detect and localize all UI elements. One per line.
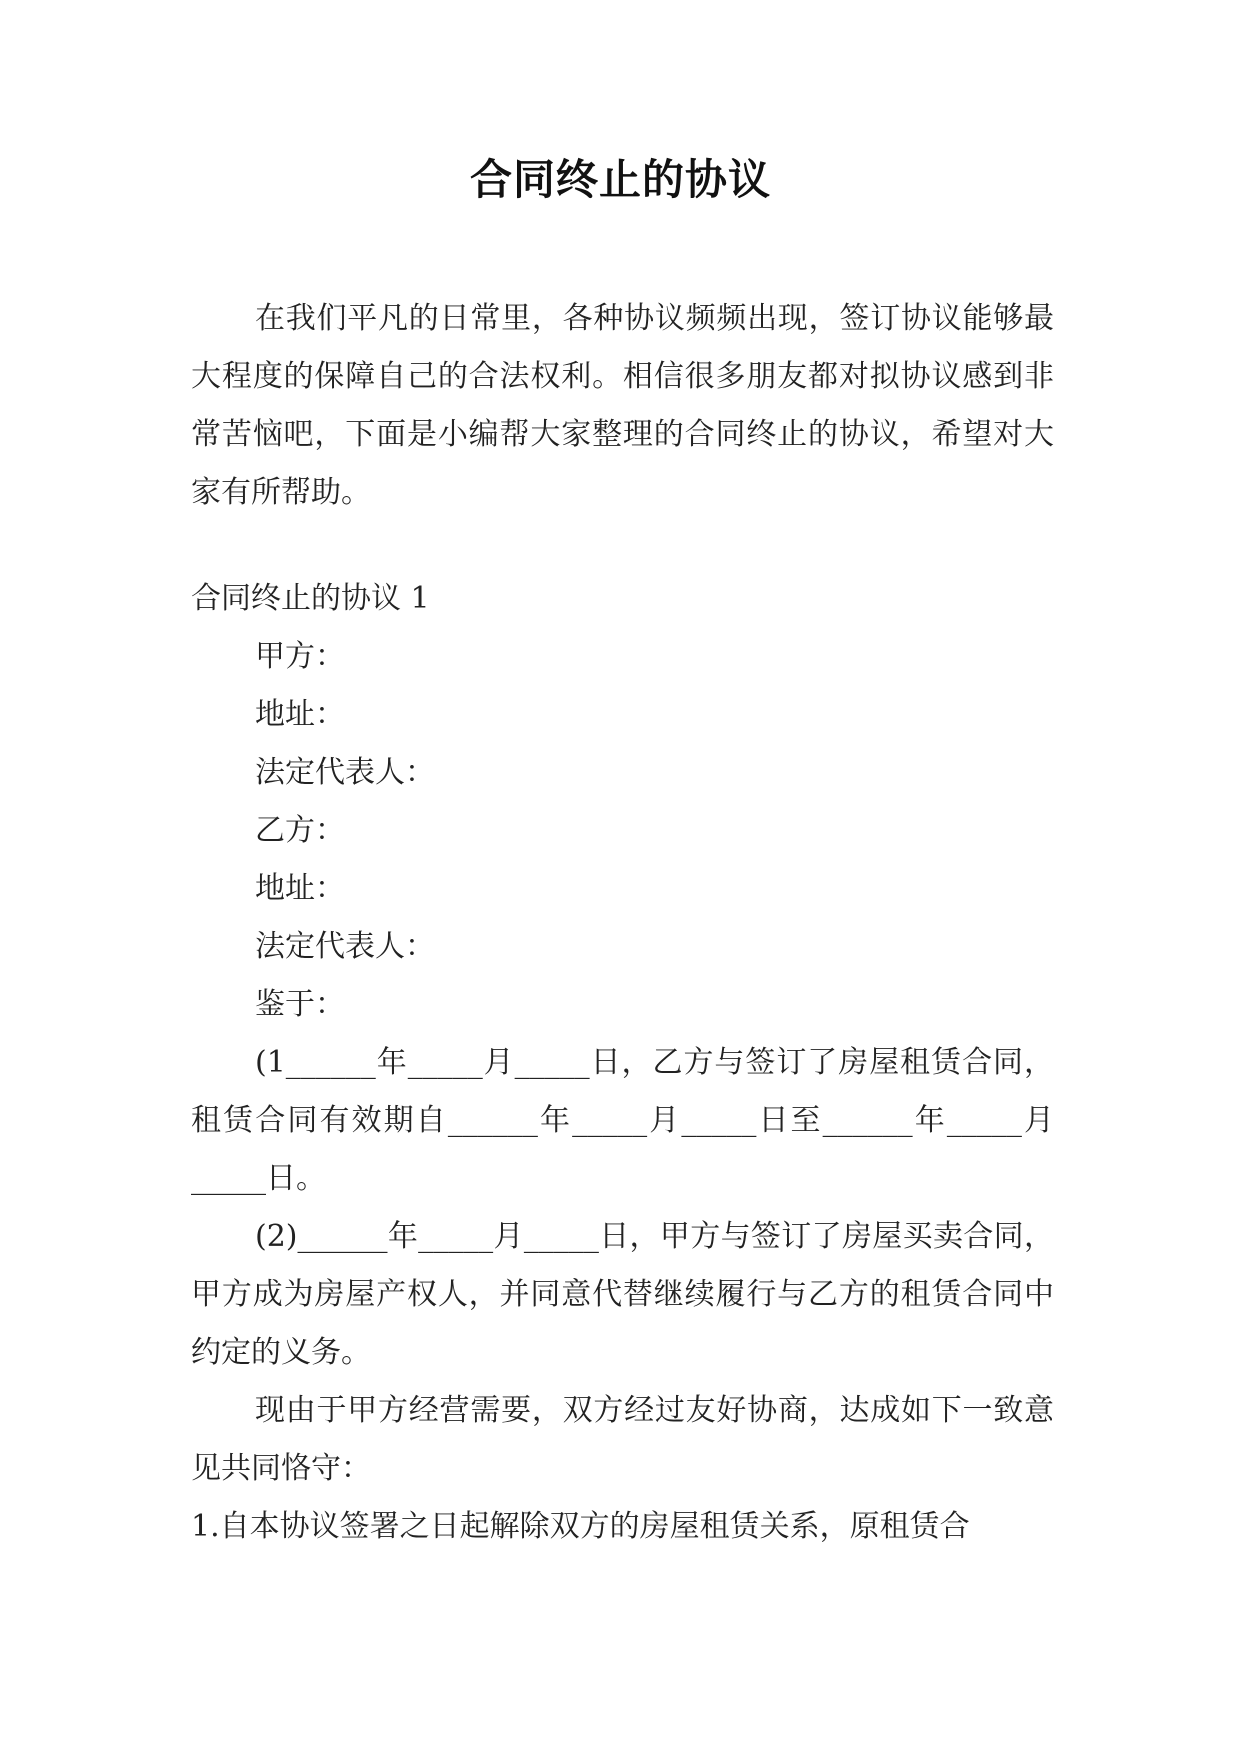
- intro-paragraph: 在我们平凡的日常里，各种协议频频出现，签订协议能够最大程度的保障自己的合法权利。相信很多朋友都对拟协议感到非常苦恼吧，下面是小编帮大家整理的合同终止的协议，希望对大家有所帮助。: [191, 301, 1054, 510]
- party-b-field: 乙方：: [255, 813, 345, 848]
- paragraph-gap: [191, 522, 1054, 570]
- whereas-clause-1: (1______年_____月_____日，乙方与签订了房屋租赁合同，租赁合同有效期自______年_____月_____日至______年_____月_____日。: [191, 1045, 1054, 1196]
- document-title: 合同终止的协议: [469, 155, 771, 204]
- party-b-address-field: 地址：: [255, 871, 345, 906]
- whereas-clause-2: (2)______年_____月_____日，甲方与签订了房屋买卖合同，甲方成为房屋产权人，并同意代替继续履行与乙方的租赁合同中约定的义务。: [191, 1219, 1054, 1370]
- party-a-legal-representative-field: 法定代表人：: [255, 755, 435, 790]
- party-a-field: 甲方：: [255, 639, 345, 674]
- clause-1: 1.自本协议签署之日起解除双方的房屋租赁关系，原租赁合: [191, 1509, 970, 1544]
- whereas-label: 鉴于：: [255, 987, 345, 1022]
- agreement-intro: 现由于甲方经营需要，双方经过友好协商，达成如下一致意见共同恪守：: [191, 1393, 1054, 1486]
- party-a-address-field: 地址：: [255, 697, 345, 732]
- document-body: [191, 290, 1054, 1556]
- party-b-legal-representative-field: 法定代表人：: [255, 929, 435, 964]
- section-heading: 合同终止的协议 1: [191, 581, 430, 616]
